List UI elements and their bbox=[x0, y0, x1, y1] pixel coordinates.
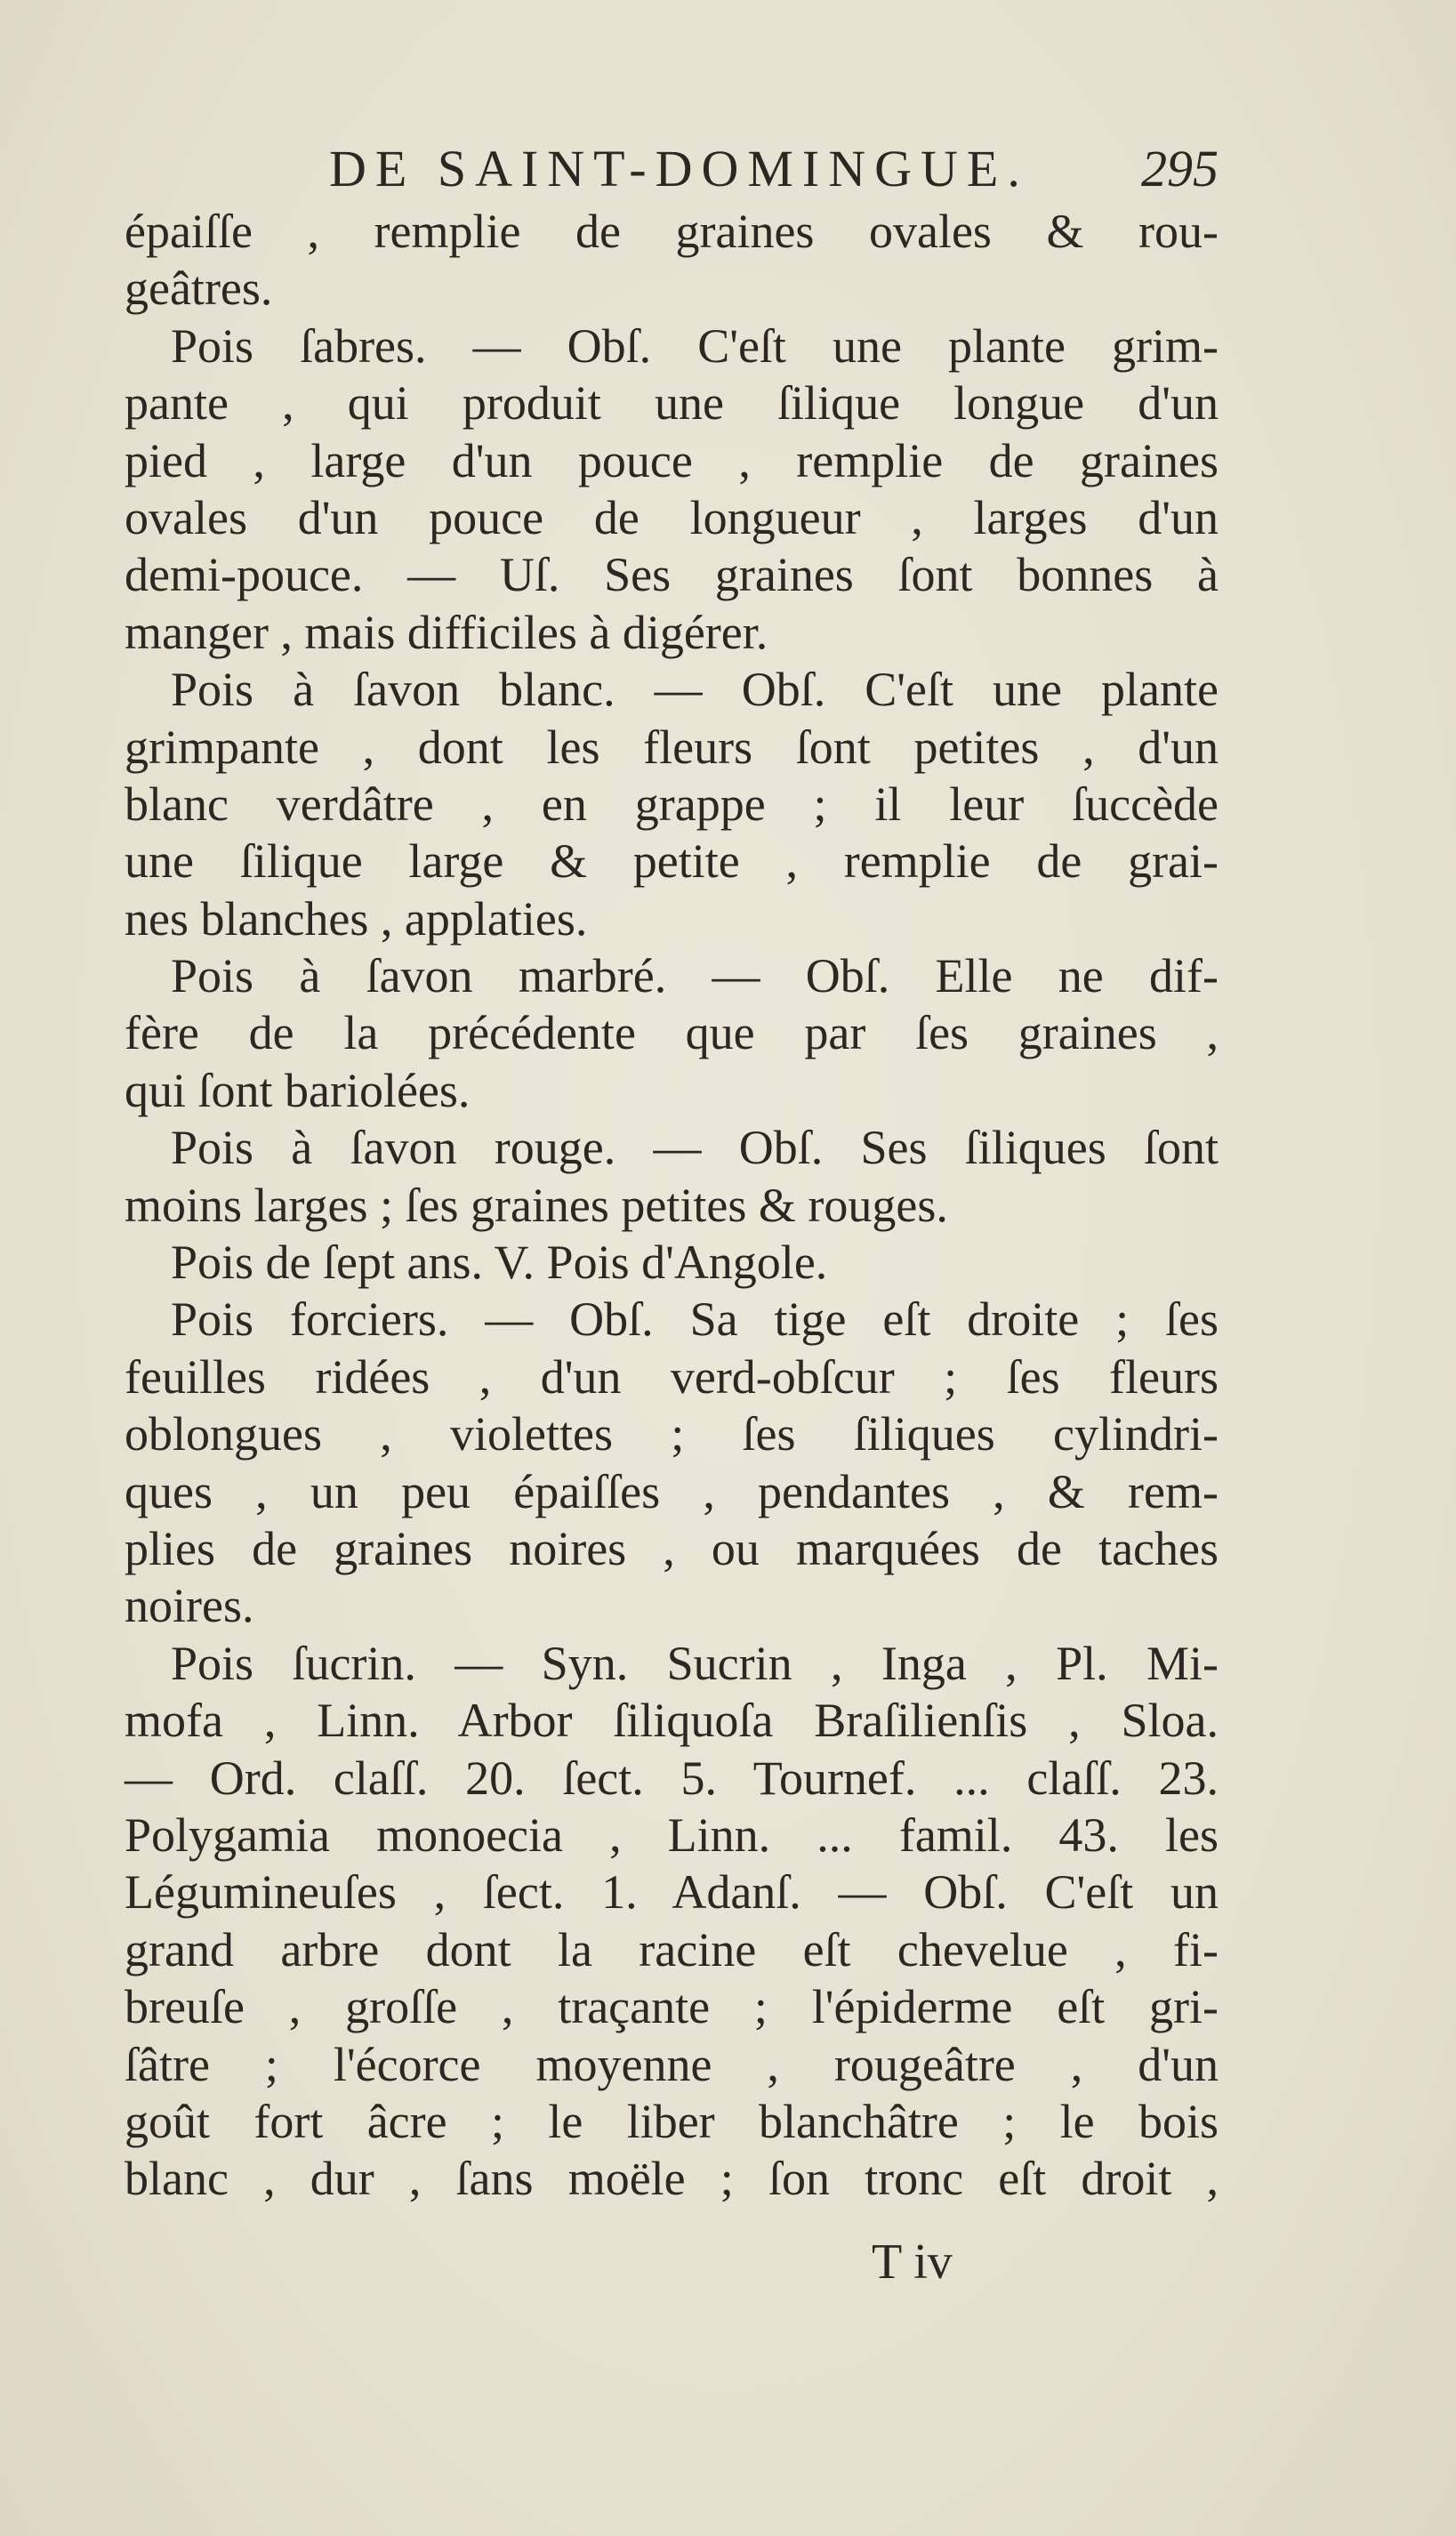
running-title: DE SAINT-DOMINGUE. bbox=[329, 140, 1029, 197]
body-text bbox=[125, 203, 1219, 2208]
page-number: 295 bbox=[1141, 140, 1219, 197]
text-line: manger , mais difficiles à digérer. bbox=[125, 605, 768, 659]
text-line: Pois ſabres. — Obſ. C'eſt une plante grim- bbox=[171, 318, 1219, 373]
text-line: une ſilique large & petite , remplie de grai- bbox=[125, 834, 1219, 889]
text-line: Pois à ſavon marbré. — Obſ. Elle ne dif- bbox=[171, 949, 1219, 1003]
text-line: ques , un peu épaiſſes , pendantes , & rem- bbox=[125, 1464, 1219, 1518]
text-line: épaiſſe , remplie de graines ovales & rou- bbox=[125, 205, 1219, 258]
text-line: Pois à ſavon blanc. — Obſ. C'eſt une plante bbox=[171, 663, 1219, 717]
text-line: plies de graines noires , ou marquées de taches bbox=[125, 1521, 1219, 1575]
text-line: Pois de ſept ans. V. Pois d'Angole. bbox=[171, 1236, 828, 1290]
text-line: Pois à ſavon rouge. — Obſ. Ses ſiliques ſont bbox=[171, 1121, 1219, 1175]
running-header bbox=[125, 133, 1219, 205]
signature-mark: T iv bbox=[872, 2234, 953, 2290]
text-line: blanc , dur , ſans moële ; ſon tronc eſt droit , bbox=[125, 2152, 1219, 2206]
text-line: ovales d'un pouce de longueur , larges d'un bbox=[125, 490, 1219, 544]
text-line: grand arbre dont la racine eſt chevelue , fi- bbox=[125, 1922, 1219, 1976]
text-line: grimpante , dont les fleurs ſont petites , d'un bbox=[125, 720, 1219, 774]
text-line: mofa , Linn. Arbor ſiliquoſa Braſilienſis , Sloa. bbox=[125, 1694, 1219, 1748]
text-line: nes blanches , applaties. bbox=[125, 891, 588, 946]
text-line: Pois ſucrin. — Syn. Sucrin , Inga , Pl. Mi- bbox=[171, 1636, 1219, 1690]
text-line: — Ord. claſſ. 20. ſect. 5. Tournef. ... claſſ. 23. bbox=[125, 1751, 1219, 1805]
text-line: moins larges ; ſes graines petites & rouges. bbox=[125, 1178, 948, 1232]
text-line: geâtres. bbox=[125, 262, 273, 316]
text-line: qui ſont bariolées. bbox=[125, 1063, 471, 1117]
text-line: pied , large d'un pouce , remplie de graines bbox=[125, 433, 1219, 487]
text-line: blanc verdâtre , en grappe ; il leur ſuccède bbox=[125, 777, 1219, 831]
text-line: Polygamia monoecia , Linn. ... famil. 43. les bbox=[125, 1807, 1219, 1862]
text-line: Légumineuſes , ſect. 1. Adanſ. — Obſ. C'eſt un bbox=[125, 1865, 1219, 1920]
text-line: noires. bbox=[125, 1579, 254, 1633]
text-line: goût fort âcre ; le liber blanchâtre ; le bois bbox=[125, 2094, 1219, 2148]
text-line: demi-pouce. — Uſ. Ses graines ſont bonnes à bbox=[125, 548, 1219, 602]
text-line: Pois forciers. — Obſ. Sa tige eſt droite ; ſes bbox=[171, 1292, 1219, 1347]
text-line: breuſe , groſſe , traçante ; l'épiderme eſt gri- bbox=[125, 1980, 1219, 2034]
text-line: feuilles ridées , d'un verd-obſcur ; ſes fleurs bbox=[125, 1349, 1219, 1404]
text-line: ſâtre ; l'écorce moyenne , rougeâtre , d'un bbox=[125, 2037, 1219, 2091]
text-line: fère de la précédente que par ſes graines , bbox=[125, 1006, 1219, 1060]
text-line: oblongues , violettes ; ſes ſiliques cylindri- bbox=[125, 1407, 1219, 1461]
text-line: pante , qui produit une ſilique longue d'un bbox=[125, 376, 1219, 431]
